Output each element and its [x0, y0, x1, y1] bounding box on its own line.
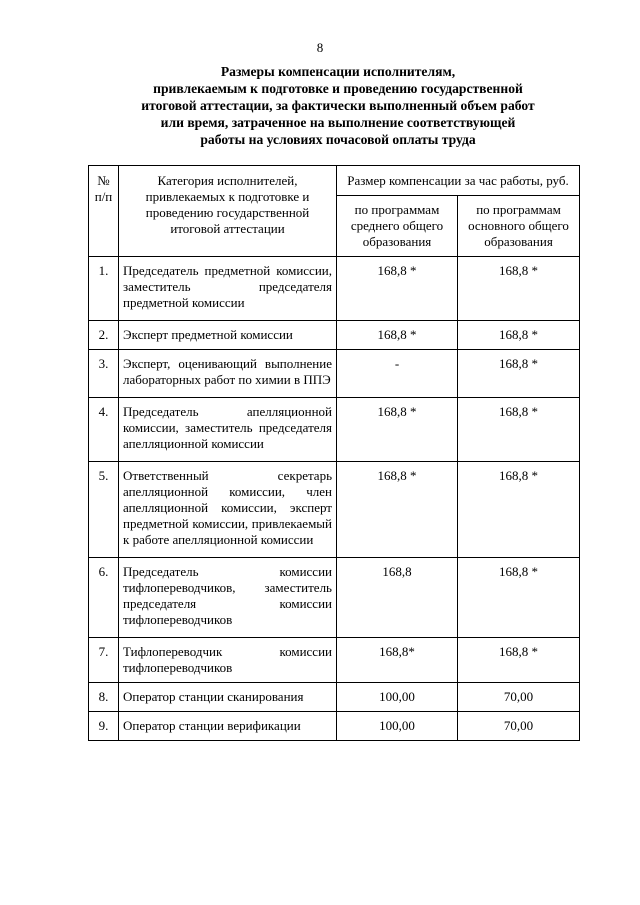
table-row	[89, 638, 580, 683]
title-line: привлекаемым к подготовке и проведению государственной	[153, 81, 523, 96]
row-category: Эксперт, оценивающий выполнение лабораторных работ по химии в ППЭ	[119, 350, 337, 398]
row-num: 5.	[89, 462, 119, 558]
row-basic: 168,8 *	[458, 350, 580, 398]
header-size: Размер компенсации за час работы, руб.	[337, 166, 580, 196]
row-secondary: 168,8 *	[337, 257, 458, 321]
table-row	[89, 321, 580, 350]
header-basic: по программам основного общего образования	[458, 196, 580, 257]
title-line: итоговой аттестации, за фактически выполненный объем работ	[141, 98, 535, 113]
title-line: или время, затраченное на выполнение соответствующей	[160, 115, 516, 130]
row-category: Председатель апелляционной комиссии, заместитель председателя апелляционной комиссии	[119, 398, 337, 462]
table-row	[89, 257, 580, 321]
table-row	[89, 462, 580, 558]
row-num: 7.	[89, 638, 119, 683]
compensation-table	[88, 165, 580, 741]
table-row	[89, 350, 580, 398]
row-category: Председатель комиссии тифлопереводчиков, заместитель председателя комиссии тифлопереводчиков	[119, 558, 337, 638]
title-line: работы на условиях почасовой оплаты труда	[200, 132, 476, 147]
page-number: 8	[316, 40, 324, 55]
row-num: 2.	[89, 321, 119, 350]
row-secondary: 168,8	[337, 558, 458, 638]
row-secondary: 100,00	[337, 683, 458, 712]
row-basic: 70,00	[458, 712, 580, 741]
row-num: 9.	[89, 712, 119, 741]
row-secondary: 168,8 *	[337, 321, 458, 350]
row-category: Ответственный секретарь апелляционной комиссии, член апелляционной комиссии, эксперт предметной комиссии, привлекаемый к работе апелляционной комиссии	[119, 462, 337, 558]
title-line: Размеры компенсации исполнителям,	[220, 64, 456, 79]
row-category: Эксперт предметной комиссии	[119, 321, 337, 350]
row-basic: 70,00	[458, 683, 580, 712]
row-secondary: 100,00	[337, 712, 458, 741]
row-basic: 168,8 *	[458, 398, 580, 462]
table-header-row	[89, 166, 580, 196]
row-num: 6.	[89, 558, 119, 638]
table-row	[89, 712, 580, 741]
row-secondary: 168,8*	[337, 638, 458, 683]
header-secondary: по программам среднего общего образования	[337, 196, 458, 257]
row-num: 8.	[89, 683, 119, 712]
header-num: № п/п	[89, 166, 119, 257]
row-category: Оператор станции верификации	[119, 712, 337, 741]
row-basic: 168,8 *	[458, 558, 580, 638]
row-category: Оператор станции сканирования	[119, 683, 337, 712]
row-basic: 168,8 *	[458, 638, 580, 683]
table-row	[89, 398, 580, 462]
row-num: 3.	[89, 350, 119, 398]
row-basic: 168,8 *	[458, 462, 580, 558]
row-secondary: 168,8 *	[337, 398, 458, 462]
row-secondary: 168,8 *	[337, 462, 458, 558]
row-basic: 168,8 *	[458, 257, 580, 321]
row-secondary: -	[337, 350, 458, 398]
row-category: Тифлопереводчик комиссии тифлопереводчиков	[119, 638, 337, 683]
row-num: 1.	[89, 257, 119, 321]
row-category: Председатель предметной комиссии, заместитель председателя предметной комиссии	[119, 257, 337, 321]
header-category: Категория исполнителей, привлекаемых к подготовке и проведению государственной итоговой аттестации	[119, 166, 337, 257]
row-num: 4.	[89, 398, 119, 462]
row-basic: 168,8 *	[458, 321, 580, 350]
document-title	[100, 63, 576, 148]
table-row	[89, 558, 580, 638]
table-row	[89, 683, 580, 712]
